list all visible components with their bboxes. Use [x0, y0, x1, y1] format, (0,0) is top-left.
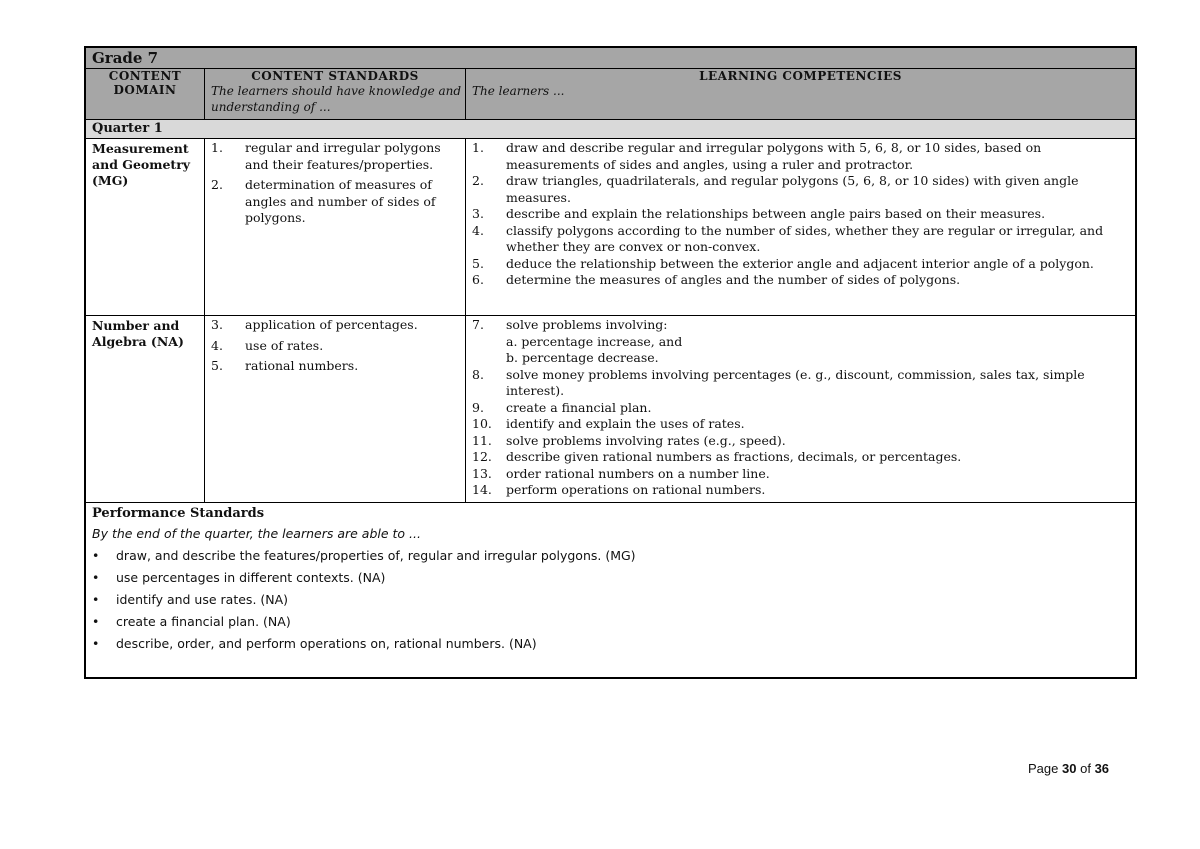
- list-item: [211, 358, 461, 375]
- performance-item: draw, and describe the features/properties of, regular and irregular polygons. (MG): [116, 547, 636, 563]
- item-number: 4.: [211, 337, 223, 353]
- item-number: 4.: [472, 222, 484, 238]
- item-text: draw and describe regular and irregular polygons with 5, 6, 8, or 10 sides, based on measurements of sides and angles, using a ruler and protractor.: [506, 140, 1042, 172]
- list-item: [211, 140, 461, 173]
- list-item: [211, 317, 461, 334]
- header-standards-title: CONTENT STANDARDS: [251, 69, 419, 83]
- curriculum-table: [85, 47, 1136, 678]
- performance-title: Performance Standards: [92, 505, 265, 521]
- grade-row: [86, 48, 1136, 69]
- page-prefix: Page: [1028, 761, 1059, 776]
- item-number: 8.: [472, 366, 484, 382]
- list-item: [472, 173, 1131, 206]
- item-text: use of rates.: [245, 337, 324, 353]
- item-text: create a financial plan.: [506, 399, 652, 415]
- current-page: 30: [1062, 761, 1077, 776]
- list-item: [472, 206, 1131, 223]
- performance-list: [92, 545, 1129, 655]
- list-item: [472, 350, 1131, 367]
- bullet-icon: •: [92, 591, 100, 607]
- performance-row: [86, 502, 1136, 677]
- domain-cell: Number and Algebra (NA): [86, 316, 205, 503]
- item-number: 2.: [211, 177, 223, 192]
- bullet-icon: •: [92, 547, 100, 563]
- item-number: 9.: [472, 399, 484, 415]
- item-number: 1.: [472, 140, 484, 155]
- standards-list: [205, 316, 465, 382]
- grade-title: Grade 7: [86, 48, 1136, 69]
- item-number: [472, 350, 506, 367]
- quarter-row: [86, 120, 1136, 139]
- list-item: [472, 400, 1131, 417]
- competencies-cell: [466, 139, 1136, 316]
- competencies-list: [466, 139, 1135, 292]
- list-item: [472, 272, 1131, 289]
- header-domain-title: CONTENT DOMAIN: [108, 69, 182, 97]
- bullet-icon: •: [92, 613, 100, 629]
- item-text: determination of measures of angles and number of sides of polygons.: [245, 177, 436, 225]
- bullet-icon: •: [92, 569, 100, 585]
- standards-cell: [205, 316, 466, 503]
- list-item: [211, 177, 461, 227]
- total-pages: 36: [1094, 761, 1110, 776]
- item-text: describe and explain the relationships between angle pairs based on their measures.: [506, 206, 1046, 221]
- standards-cell: [205, 139, 466, 316]
- section-row-mg: [86, 139, 1136, 316]
- list-item: [472, 256, 1131, 273]
- list-item: [92, 611, 1129, 633]
- list-item: [472, 433, 1131, 450]
- performance-subtitle: By the end of the quarter, the learners are able to ...: [92, 525, 421, 541]
- competencies-list: [466, 316, 1135, 502]
- header-competencies-subtitle: The learners ...: [472, 84, 565, 98]
- item-number: [472, 334, 506, 351]
- item-text: determine the measures of angles and the number of sides of polygons.: [506, 272, 961, 287]
- quarter-label: Quarter 1: [86, 120, 1136, 139]
- header-row: [86, 69, 1136, 120]
- performance-item: identify and use rates. (NA): [116, 591, 289, 607]
- item-text: b. percentage decrease.: [506, 350, 659, 365]
- header-competencies-title: LEARNING COMPETENCIES: [699, 69, 902, 83]
- list-item: [472, 334, 1131, 351]
- page-number: [1028, 761, 1109, 776]
- item-number: 11.: [472, 432, 492, 448]
- item-text: draw triangles, quadrilaterals, and regular polygons (5, 6, 8, or 10 sides) with given angle measures.: [506, 173, 1079, 205]
- item-number: 12.: [472, 449, 492, 464]
- header-domain: [86, 69, 205, 120]
- list-item: [92, 589, 1129, 611]
- item-number: 3.: [472, 206, 484, 221]
- item-text: solve money problems involving percentages (e. g., discount, commission, sales tax, simple interest).: [506, 366, 1085, 398]
- item-number: 7.: [472, 317, 484, 332]
- item-text: deduce the relationship between the exterior angle and adjacent interior angle of a polygon.: [506, 255, 1094, 271]
- standards-list: [205, 139, 465, 234]
- performance-item: describe, order, and perform operations on, rational numbers. (NA): [116, 635, 537, 651]
- list-item: [472, 416, 1131, 433]
- item-text: order rational numbers on a number line.: [506, 465, 770, 481]
- item-text: a. percentage increase, and: [506, 333, 683, 349]
- item-text: regular and irregular polygons and their features/properties.: [245, 140, 441, 172]
- item-text: solve problems involving:: [506, 317, 668, 332]
- item-text: rational numbers.: [245, 358, 359, 373]
- header-standards: [205, 69, 466, 120]
- item-number: 5.: [211, 358, 223, 373]
- header-competencies: [466, 69, 1136, 120]
- list-item: [472, 140, 1131, 173]
- item-number: 5.: [472, 255, 484, 271]
- list-item: [472, 223, 1131, 256]
- item-text: describe given rational numbers as fractions, decimals, or percentages.: [506, 449, 962, 464]
- item-text: classify polygons according to the number of sides, whether they are regular or irregular, and whether they are convex or non-convex.: [506, 222, 1104, 254]
- list-item: [472, 449, 1131, 466]
- list-item: [472, 466, 1131, 483]
- item-number: 10.: [472, 416, 492, 431]
- competencies-cell: [466, 316, 1136, 503]
- performance-item: use percentages in different contexts. (NA): [116, 569, 386, 585]
- bullet-icon: •: [92, 635, 100, 651]
- list-item: [472, 317, 1131, 334]
- page-of: of: [1080, 761, 1091, 776]
- domain-cell: Measurement and Geometry (MG): [86, 139, 205, 316]
- item-text: solve problems involving rates (e.g., speed).: [506, 432, 786, 448]
- item-number: 3.: [211, 317, 223, 332]
- list-item: [211, 338, 461, 355]
- item-number: 13.: [472, 465, 492, 481]
- item-text: application of percentages.: [245, 317, 418, 332]
- item-text: identify and explain the uses of rates.: [506, 416, 745, 431]
- list-item: [92, 567, 1129, 589]
- list-item: [472, 367, 1131, 400]
- performance-standards: [86, 502, 1136, 677]
- performance-item: create a financial plan. (NA): [116, 613, 291, 629]
- item-number: 6.: [472, 272, 484, 287]
- header-standards-subtitle: The learners should have knowledge and understanding of ...: [211, 84, 462, 114]
- list-item: [92, 633, 1129, 655]
- item-number: 2.: [472, 173, 484, 188]
- list-item: [472, 482, 1131, 499]
- item-number: 1.: [211, 140, 223, 155]
- curriculum-table-container: [84, 46, 1137, 679]
- item-text: perform operations on rational numbers.: [506, 482, 766, 497]
- section-row-na: [86, 316, 1136, 503]
- list-item: [92, 545, 1129, 567]
- item-number: 14.: [472, 482, 492, 497]
